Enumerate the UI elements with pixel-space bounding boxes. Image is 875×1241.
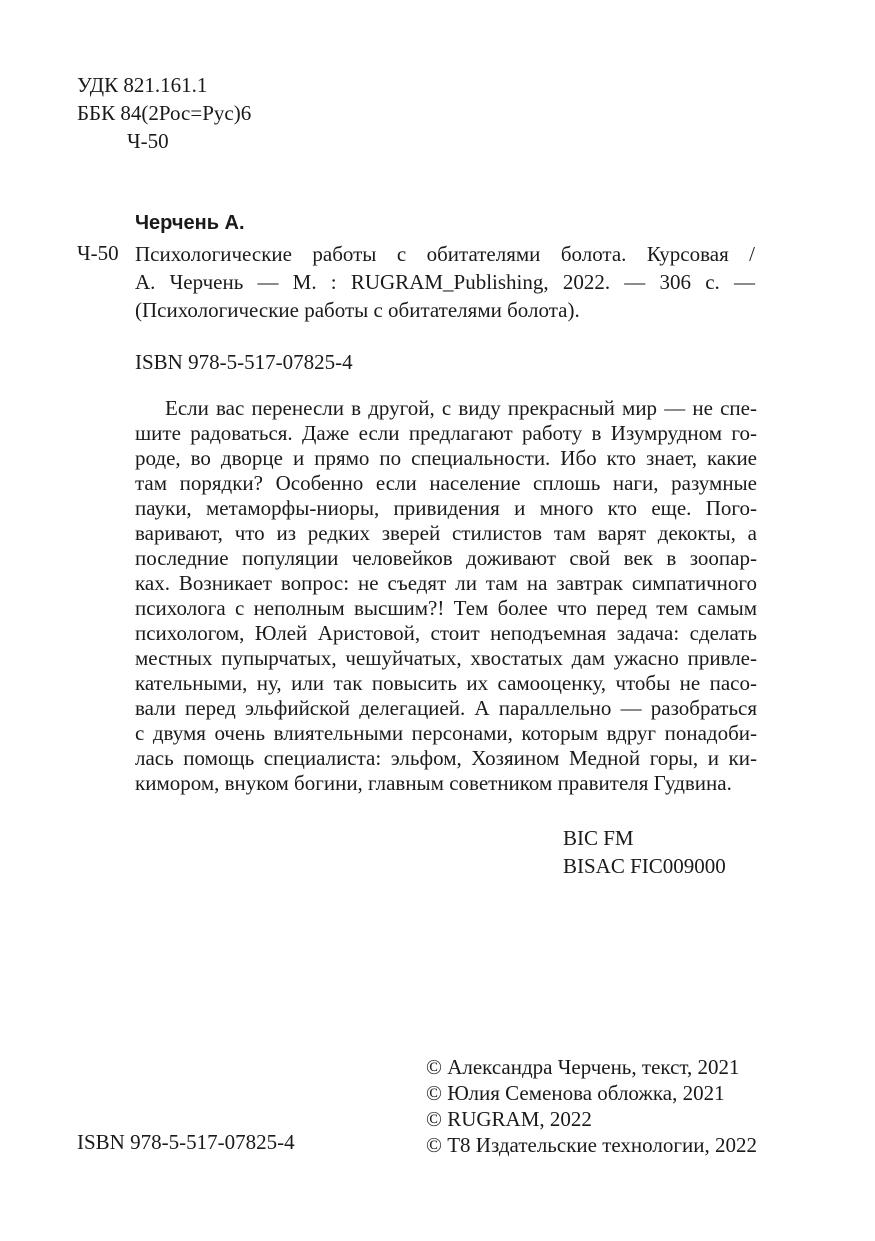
- margin-author-mark: Ч-50: [77, 241, 119, 265]
- annotation-line: Если вас перенесли в другой, с виду прекрасный мир — не спе-: [165, 396, 757, 420]
- annotation-paragraph: [135, 396, 757, 796]
- annotation-line: последние популяции человейков доживают свой век в зоопар-: [135, 546, 757, 570]
- annotation-line: с двумя очень влиятельными персонами, которым вдруг понадоби-: [135, 721, 757, 745]
- bic-code: BIC FM: [563, 826, 634, 850]
- isbn-main: ISBN 978-5-517-07825-4: [135, 350, 353, 374]
- bisac-code: BISAC FIC009000: [563, 854, 726, 878]
- bibliography-line: Психологические работы с обитателями болота. Курсовая /: [135, 242, 755, 266]
- udk-code: УДК 821.161.1: [77, 73, 208, 97]
- isbn-footer: ISBN 978-5-517-07825-4: [77, 1130, 295, 1154]
- annotation-line: ках. Возникает вопрос: не съедят ли там на завтрак симпатичного: [135, 571, 757, 595]
- annotation-line: шите радоваться. Даже если предлагают работу в Изумрудном го-: [135, 421, 757, 445]
- annotation-line: там порядки? Особенно если население сплошь наги, разумные: [135, 471, 757, 495]
- annotation-line: варивают, что из редких зверей стилистов там варят декокты, а: [135, 521, 757, 545]
- copyright-line: © RUGRAM, 2022: [426, 1107, 592, 1131]
- annotation-line: психолога с неполным высшим?! Тем более что перед тем самым: [135, 596, 757, 620]
- bibliography-line: А. Черчень — М. : RUGRAM_Publishing, 2022. — 306 с. —: [135, 270, 755, 294]
- annotation-line: лась помощь специалиста: эльфом, Хозяином Медной горы, и ки-: [135, 746, 757, 770]
- author-name: Черчень А.: [135, 212, 245, 234]
- author-mark: Ч-50: [127, 129, 169, 153]
- annotation-line: местных пупырчатых, чешуйчатых, хвостатых дам ужасно привле-: [135, 646, 757, 670]
- bibliography-line: (Психологические работы с обитателями болота).: [135, 298, 580, 322]
- bbk-code: ББК 84(2Рос=Рус)6: [77, 101, 252, 125]
- copyright-notices: [426, 1054, 757, 1158]
- copyright-line: © Александра Черчень, текст, 2021: [426, 1055, 740, 1079]
- bibliographic-description: [135, 240, 755, 324]
- annotation-line: роде, во дворце и прямо по специальности. Ибо кто знает, какие: [135, 446, 757, 470]
- copyright-line: © Юлия Семенова обложка, 2021: [426, 1081, 725, 1105]
- annotation-line: психологом, Юлей Аристовой, стоит неподъемная задача: сделать: [135, 621, 757, 645]
- copyright-line: © Т8 Издательские технологии, 2022: [426, 1133, 757, 1157]
- annotation-line: вали перед эльфийской делегацией. А параллельно — разобраться: [135, 696, 757, 720]
- annotation-line: пауки, метаморфы-ниоры, привидения и много кто еще. Пого-: [135, 496, 757, 520]
- annotation-line: кательными, ну, или так повысить их самооценку, чтобы не пасо-: [135, 671, 757, 695]
- annotation-line: кимором, внуком богини, главным советником правителя Гудвина.: [135, 771, 732, 795]
